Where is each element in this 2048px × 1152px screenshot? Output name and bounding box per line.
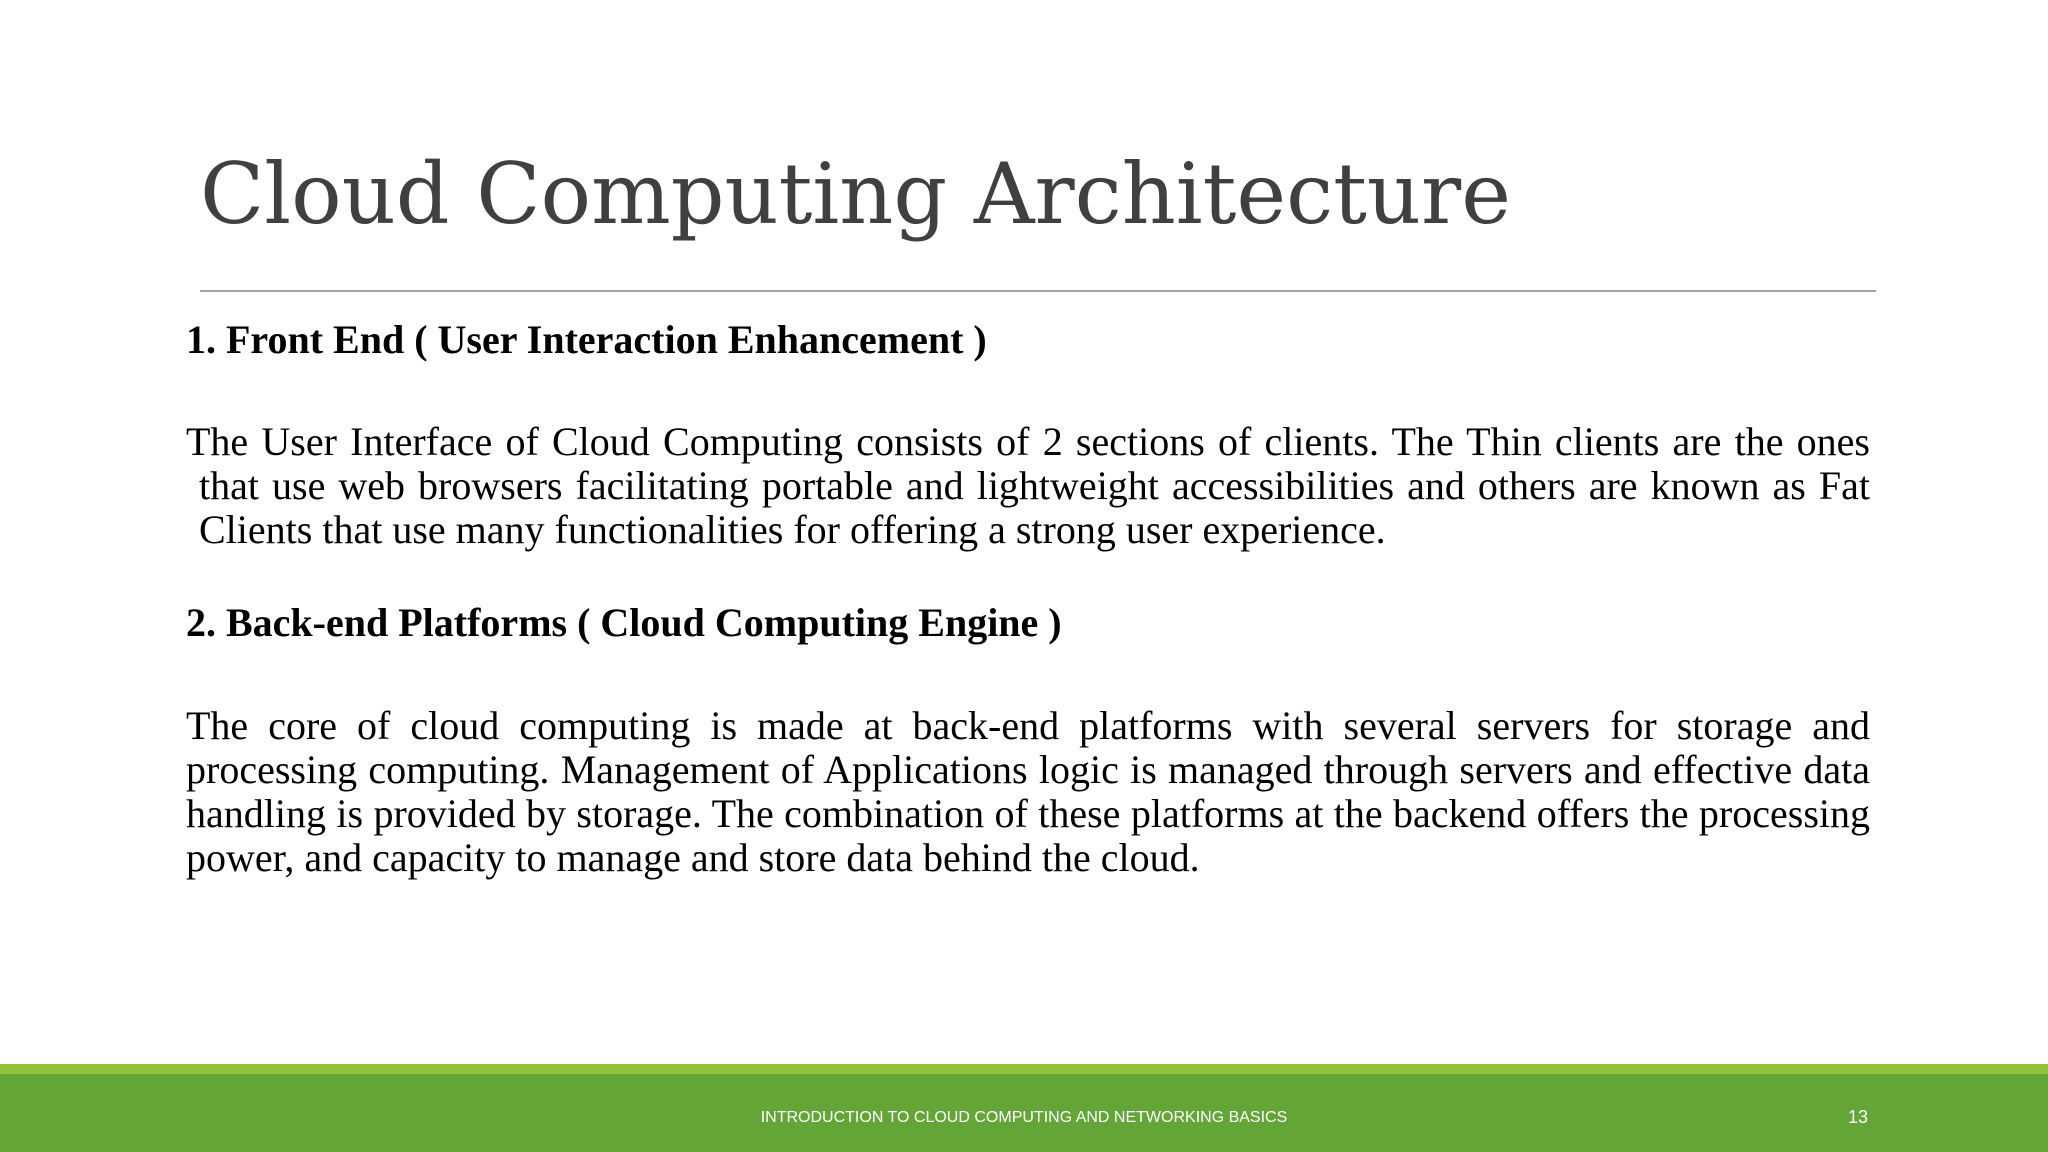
section-body-back-end: The core of cloud computing is made at back-end platforms with several servers for storage and processing computing. Management of Applications logic is managed through servers and effective data handling is provided by storage. The combination of these platforms at the backend offers the processing power, and capacity to manage and store data behind the cloud. — [186, 703, 1870, 880]
section-body-front-end: The User Interface of Cloud Computing consists of 2 sections of clients. The Thin clients are the ones that use web browsers facilitating portable and lightweight accessibilities and others are known as Fat Clients that use many functionalities for offering a strong user experience. — [186, 419, 1870, 552]
title-divider — [200, 290, 1876, 292]
footer-title: INTRODUCTION TO CLOUD COMPUTING AND NETWORKING BASICS — [760, 1109, 1288, 1126]
footer-accent-bar — [0, 1064, 2048, 1074]
section-heading-front-end: 1. Front End ( User Interaction Enhancement ) — [186, 317, 987, 362]
slide-title: Cloud Computing Architecture — [200, 145, 1511, 243]
page-number: 13 — [1847, 1107, 1868, 1127]
section-heading-back-end: 2. Back-end Platforms ( Cloud Computing Engine ) — [186, 600, 1062, 645]
slide-content — [186, 318, 1870, 880]
